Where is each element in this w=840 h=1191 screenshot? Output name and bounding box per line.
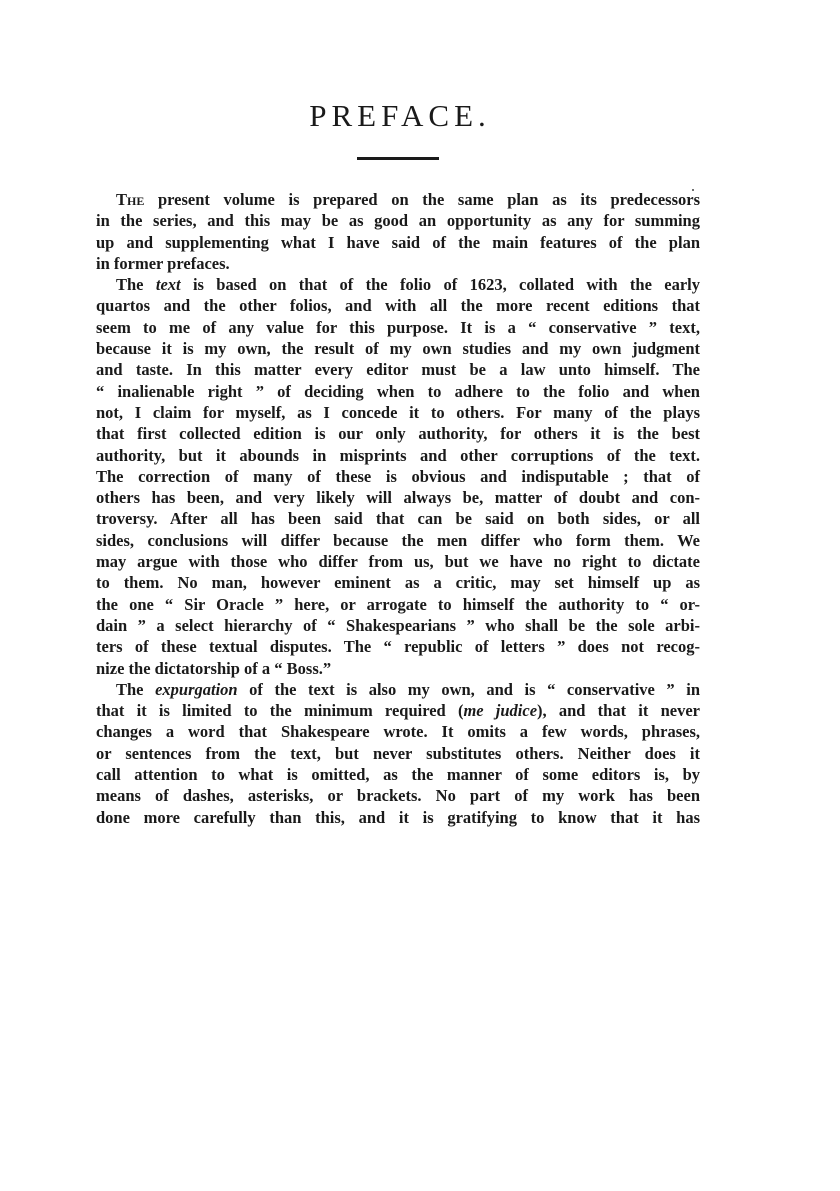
text-line: The expurgation of the text is also my own, and is “ conservative ” in [116,679,700,699]
italic-term: expurgation [155,679,238,699]
text-line: others has been, and very likely will always be, matter of doubt and con- [96,488,700,508]
page-title: PREFACE. [309,98,491,133]
text-line: dain ” a select hierarchy of “ Shakespearians ” who shall be the sole arbi- [96,615,700,635]
text-line: or sentences from the text, but never substitutes others. Neither does it [96,743,700,763]
text-line: The text is based on that of the folio of 1623, collated with the early [116,275,700,295]
italic-term: me judice [463,701,538,721]
text-line: and taste. In this matter every editor must be a law unto himself. The [96,360,700,380]
text-line: the one “ Sir Oracle ” here, or arrogate to himself the authority to “ or- [96,594,700,614]
text-line: The correction of many of these is obvious and indisputable ; that of [96,466,700,486]
lead-small-caps: The [116,190,145,209]
text-line: may argue with those who differ from us, but we have no right to dictate [96,552,700,572]
text-line: to them. No man, however eminent as a critic, may set himself up as [96,573,700,593]
text-line: in the series, and this may be as good an opportunity as any for summing [96,211,700,231]
text-line: means of dashes, asterisks, or brackets. No part of my work has been [96,786,700,806]
text-line: ters of these textual disputes. The “ republic of letters ” does not recog- [96,637,700,657]
text-line: that first collected edition is our only authority, for others it is the best [96,424,700,444]
text-line: because it is my own, the result of my own studies and my own judgment [96,339,700,359]
text-line: nize the dictatorship of a “ Boss.” [96,658,332,678]
text-line: up and supplementing what I have said of the main features of the plan [96,232,700,252]
text-line: that it is limited to the minimum required (me judice), and that it never [96,701,700,721]
paragraph-3 [96,679,700,828]
paragraph-1 [96,189,700,274]
text-line: The present volume is prepared on the same plan as its predecessors [116,190,700,209]
text-line: call attention to what is omitted, as the manner of some editors is, by [96,765,700,785]
text-line: not, I claim for myself, as I concede it to others. For many of the plays [96,402,700,422]
text-line: quartos and the other folios, and with all the more recent editions that [96,296,700,316]
text-line: in former prefaces. [96,253,230,273]
text-line: troversy. After all has been said that can be said on both sides, or all [96,509,700,529]
preface-body [96,189,700,828]
text-line: done more carefully than this, and it is gratifying to know that it has [96,807,700,827]
text-line: changes a word that Shakespeare wrote. It omits a few words, phrases, [96,722,700,742]
title-rule [357,157,439,160]
paragraph-2 [96,274,700,679]
text-line: “ inalienable right ” of deciding when to adhere to the folio and when [96,381,700,401]
italic-term: text [155,275,181,295]
text-line: seem to me of any value for this purpose. It is a “ conservative ” text, [96,317,700,337]
text-line: authority, but it abounds in misprints and other corruptions of the text. [96,445,700,465]
text-line: sides, conclusions will differ because the men differ who form them. We [96,530,700,550]
